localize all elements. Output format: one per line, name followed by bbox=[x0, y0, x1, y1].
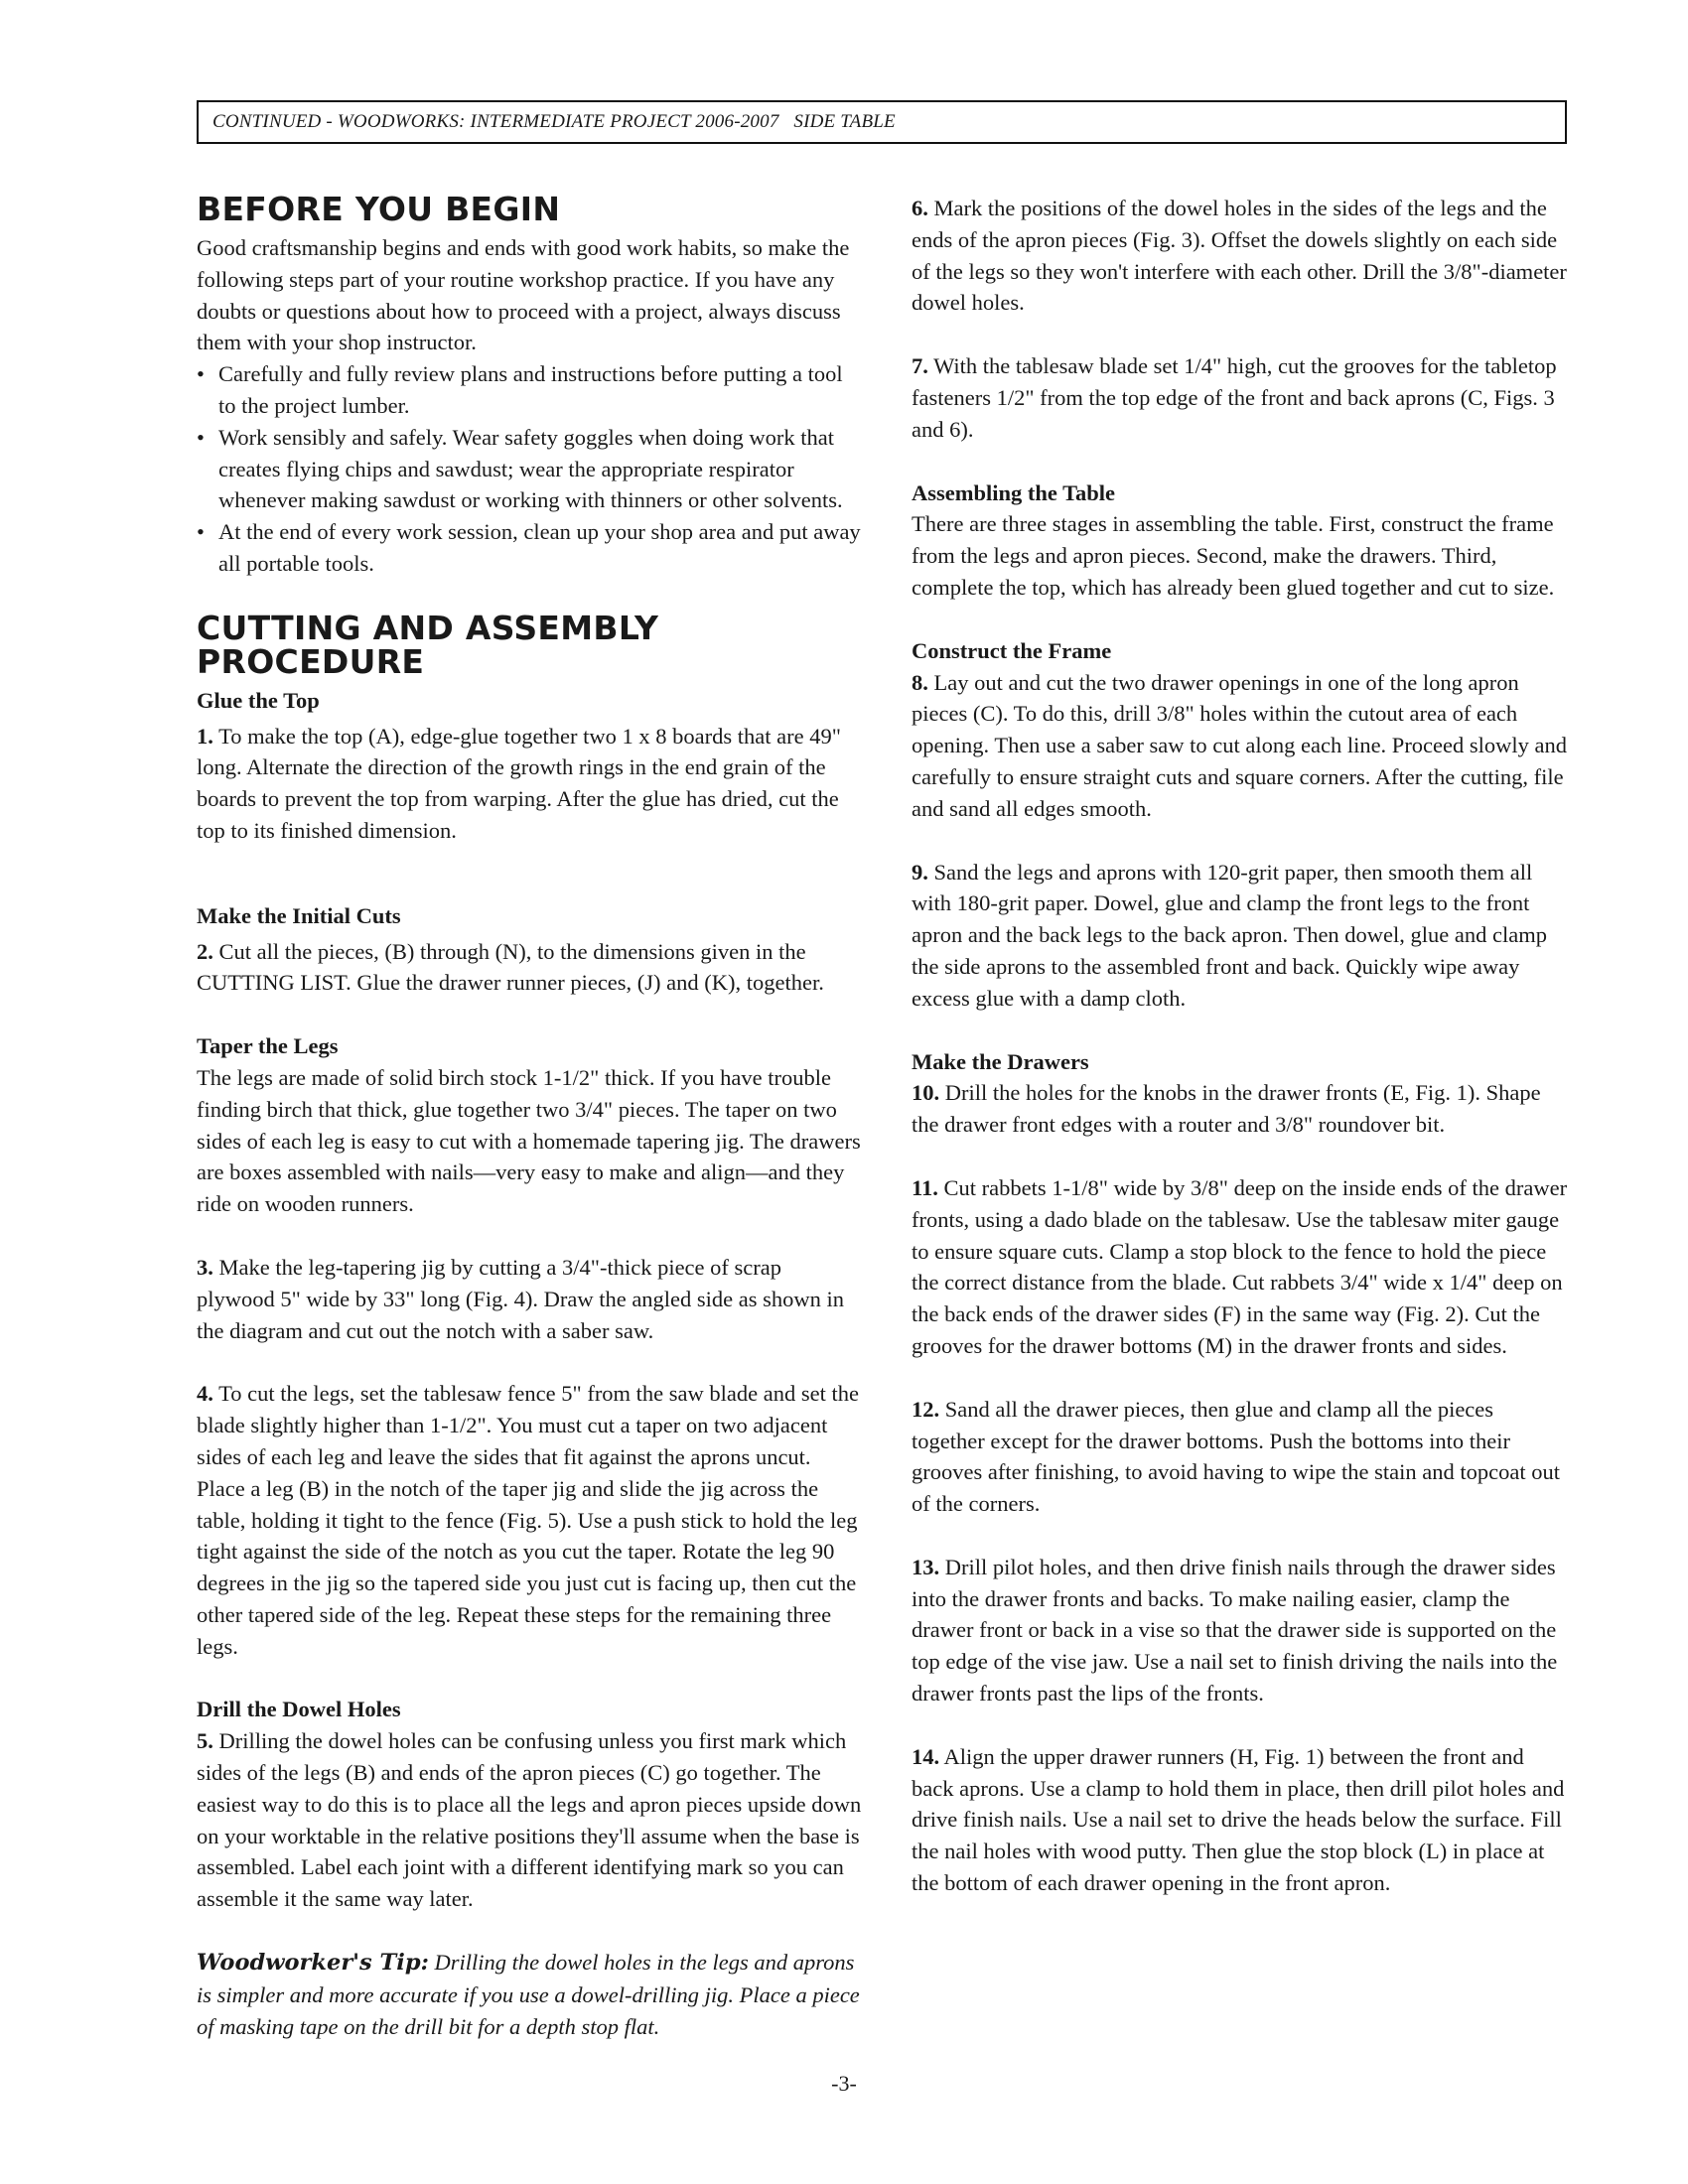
step-6-number: 6. bbox=[912, 196, 928, 220]
running-header bbox=[197, 100, 1567, 144]
step-10 bbox=[912, 1077, 1569, 1141]
step-4 bbox=[197, 1378, 864, 1662]
step-6-text: Mark the positions of the dowel holes in the sides of the legs and the ends of the apron pieces (Fig. 3). Offset the dowels slightly on each side of the legs so they won't interfere with each other. Drill the 3/8"-diameter dowel holes. bbox=[912, 196, 1567, 316]
step-3-number: 3. bbox=[197, 1254, 213, 1280]
tip-text: Drilling the dowel holes in the legs and aprons is simpler and more accurate if you use a dowel-drilling jig. Place a piece of masking tape on the drill bit for a depth stop flat. bbox=[197, 1950, 860, 2039]
step-5-text: Drilling the dowel holes can be confusing unless you first mark which sides of the legs (B) and ends of the apron pieces (C) go together. The easiest way to do this is to place all the legs and apron pieces upside down on your worktable in the relative positions they'll assume when the base is assembled. Label each joint with a different identifying mark so you can assemble it the same way later. bbox=[197, 1728, 862, 1912]
glue-top-heading: Glue the Top bbox=[197, 687, 320, 713]
step-2 bbox=[197, 936, 864, 1000]
assembling-heading: Assembling the Table bbox=[912, 479, 1116, 505]
taper-legs-heading: Taper the Legs bbox=[197, 1033, 339, 1059]
step-1-text: To make the top (A), edge-glue together two 1 x 8 boards that are 49" long. Alternate the direction of the growth rings in the end grain of the boards to prevent the top from warping. After the glue has dried, cut the top to its finished dimension. bbox=[197, 723, 841, 843]
step-12 bbox=[912, 1394, 1569, 1520]
woodworkers-tip bbox=[197, 1947, 864, 2042]
bullet-item: • Carefully and fully review plans and instructions before putting a tool to the project lumber. bbox=[197, 358, 864, 422]
step-1-number: 1. bbox=[197, 723, 213, 749]
step-13-text: Drill pilot holes, and then drive finish nails through the drawer sides into the drawer fronts and backs. To make nailing easier, clamp the drawer front or back in a vise so that the drawer side is supported on the top edge of the vise jaw. Use a nail set to finish driving the nails into the drawer fronts past the lips of the fronts. bbox=[912, 1554, 1558, 1706]
dowel-holes-heading: Drill the Dowel Holes bbox=[197, 1697, 401, 1722]
step-11 bbox=[912, 1172, 1569, 1362]
step-12-number: 12. bbox=[912, 1396, 940, 1422]
initial-cuts-heading: Make the Initial Cuts bbox=[197, 902, 401, 928]
step-14-number: 14. bbox=[912, 1743, 940, 1769]
step-7-number: 7. bbox=[912, 353, 928, 379]
construct-frame-heading: Construct the Frame bbox=[912, 637, 1112, 663]
step-14-text: Align the upper drawer runners (H, Fig. 1) between the front and back aprons. Use a clamp to hold them in place, then drill pilot holes and drive finish nails. Use a nail set to drive the heads below the surface. Fill the nail holes with wood putty. Then glue the stop block (L) in place at the bottom of each drawer opening in the front apron. bbox=[912, 1743, 1565, 1896]
step-10-text: Drill the holes for the knobs in the drawer fronts (E, Fig. 1). Shape the drawer front edges with a router and 3/8" roundover bit. bbox=[912, 1080, 1541, 1138]
step-10-number: 10. bbox=[912, 1080, 940, 1106]
step-8-text: Lay out and cut the two drawer openings in one of the long apron pieces (C). To do this, drill 3/8" holes within the cutout area of each opening. Then use a saber saw to cut along each line. Proceed slowly and carefully to ensure straight cuts and square corners. After the cutting, file and sand all edges smooth. bbox=[912, 669, 1568, 821]
step-9-number: 9. bbox=[912, 859, 928, 885]
make-drawers-heading: Make the Drawers bbox=[912, 1048, 1089, 1074]
before-intro: Good craftsmanship begins and ends with good work habits, so make the following steps part of your routine workshop practice. If you have any doubts or questions about how to proceed with a project, always discuss them with your shop instructor. bbox=[197, 235, 850, 355]
step-7 bbox=[912, 350, 1569, 445]
step-5 bbox=[197, 1725, 864, 1915]
step-5-number: 5. bbox=[197, 1728, 213, 1754]
page-number: -3- bbox=[831, 2071, 857, 2096]
assembling-text: There are three stages in assembling the table. First, construct the frame from the legs and apron pieces. Second, make the drawers. Third, complete the top, which has already been glued together and cut to size. bbox=[912, 511, 1555, 600]
spacer bbox=[197, 879, 864, 900]
step-9 bbox=[912, 857, 1569, 1015]
step-3 bbox=[197, 1252, 864, 1346]
bullet-item: • Work sensibly and safely. Wear safety goggles when doing work that creates flying chips and sawdust; wear the appropriate respirator whenever making sawdust or working with thinners or other solvents. bbox=[197, 422, 864, 516]
step-9-text: Sand the legs and aprons with 120-grit paper, then smooth them all with 180-grit paper. Dowel, glue and clamp the front legs to the front apron and the back legs to the back apron. Then dowel, glue and clamp the side aprons to the assembled front and back. Quickly wipe away excess glue with a damp cloth. bbox=[912, 859, 1547, 1011]
step-13 bbox=[912, 1552, 1569, 1709]
step-12-text: Sand all the drawer pieces, then glue and clamp all the pieces together except for the drawer bottoms. Push the bottoms into their grooves after finishing, to avoid having to wipe the stain and topcoat out of the corners. bbox=[912, 1396, 1560, 1517]
step-7-text: With the tablesaw blade set 1/4" high, cut the grooves for the tabletop fasteners 1/2" from the top edge of the front and back aprons (C, Figs. 3 and 6). bbox=[912, 353, 1557, 442]
step-1 bbox=[197, 721, 864, 847]
step-4-number: 4. bbox=[197, 1381, 213, 1407]
right-column bbox=[912, 193, 1569, 1931]
before-you-begin-title: BEFORE YOU BEGIN bbox=[197, 190, 561, 228]
step-3-text: Make the leg-tapering jig by cutting a 3/4"-thick piece of scrap plywood 5" wide by 33" long (Fig. 4). Draw the angled side as shown in the diagram and cut out the notch with a saber saw. bbox=[197, 1254, 845, 1343]
step-11-number: 11. bbox=[912, 1174, 938, 1200]
taper-text: The legs are made of solid birch stock 1-1/2" thick. If you have trouble finding birch that thick, glue together two 3/4" pieces. The taper on two sides of each leg is easy to cut with a homemade tapering jig. The drawers are boxes assembled with nails—very easy to make and align—and they ride on wooden runners. bbox=[197, 1064, 861, 1217]
step-13-number: 13. bbox=[912, 1554, 940, 1579]
tip-label: Woodworker's Tip: bbox=[197, 1950, 429, 1977]
left-column bbox=[197, 179, 864, 2074]
cutting-assembly-title: CUTTING AND ASSEMBLY PROCEDURE bbox=[197, 608, 659, 681]
step-8 bbox=[912, 667, 1569, 825]
step-8-number: 8. bbox=[912, 669, 928, 695]
step-14 bbox=[912, 1741, 1569, 1899]
step-2-number: 2. bbox=[197, 938, 213, 964]
step-2-text: Cut all the pieces, (B) through (N), to the dimensions given in the CUTTING LIST. Glue the drawer runner pieces, (J) and (K), together. bbox=[197, 938, 824, 996]
safety-bullets bbox=[197, 358, 864, 580]
running-header-text: CONTINUED - WOODWORKS: INTERMEDIATE PROJECT 2006-2007 SIDE TABLE bbox=[212, 111, 896, 132]
step-6 bbox=[912, 193, 1569, 319]
step-11-text: Cut rabbets 1-1/8" wide by 3/8" deep on the inside ends of the drawer fronts, using a dado blade on the tablesaw. Use the tablesaw miter gauge to ensure square cuts. Clamp a stop block to the fence to hold the piece the correct distance from the blade. Cut rabbets 3/4" wide x 1/4" deep on the back ends of the drawer sides (F) in the same way (Fig. 2). Cut the grooves for the drawer bottoms (M) in the drawer fronts and sides. bbox=[912, 1174, 1568, 1358]
step-4-text: To cut the legs, set the tablesaw fence 5" from the saw blade and set the blade slightly higher than 1-1/2". You must cut a taper on two adjacent sides of each leg and leave the sides that fit against the aprons uncut. Place a leg (B) in the notch of the taper jig and slide the jig across the table, holding it tight to the fence (Fig. 5). Use a push stick to hold the leg tight against the side of the notch as you cut the taper. Rotate the leg 90 degrees in the jig so the tapered side you just cut is facing up, then cut the other tapered side of the leg. Repeat these steps for the remaining three legs. bbox=[197, 1381, 859, 1659]
bullet-item: • At the end of every work session, clean up your shop area and put away all portable tools. bbox=[197, 516, 864, 580]
